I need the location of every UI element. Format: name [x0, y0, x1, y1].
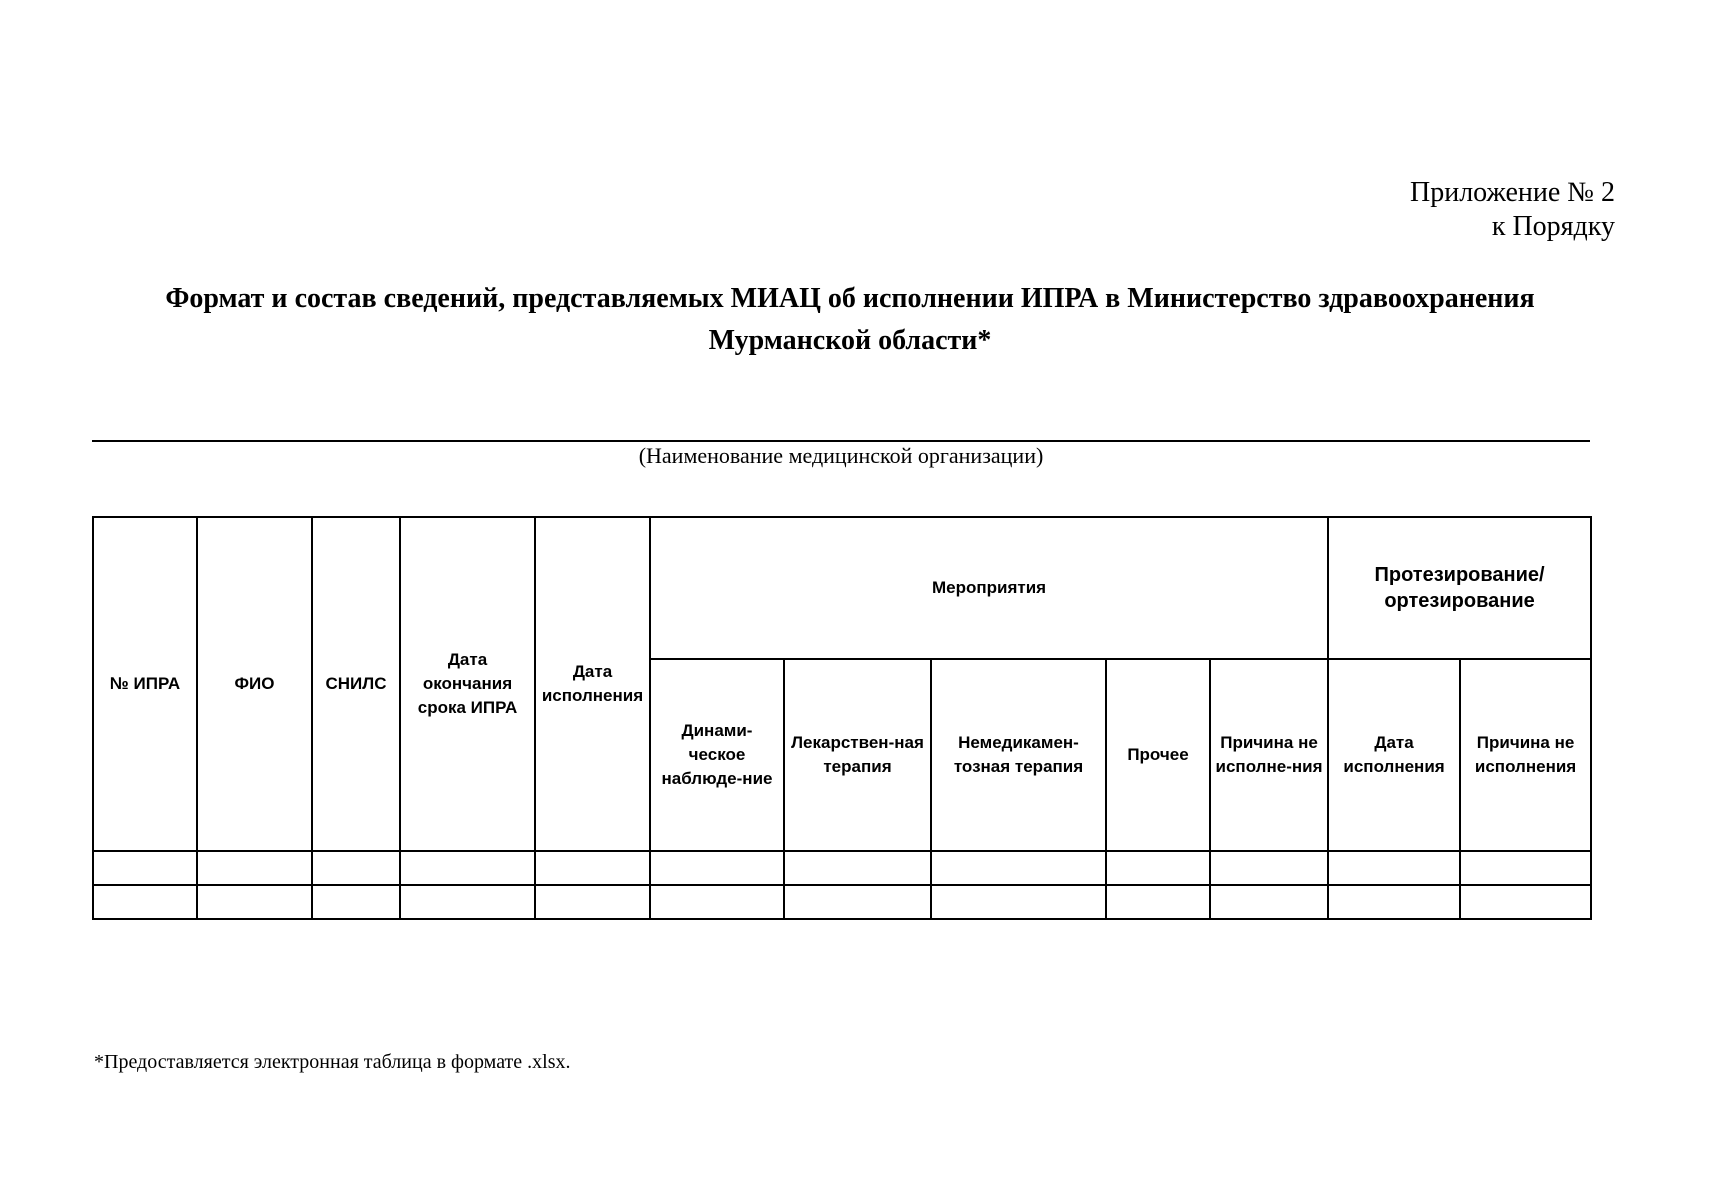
document-title-line-1: Формат и состав сведений, представляемых МИАЦ об исполнении ИПРА в Министерство здравоохранения	[165, 283, 1535, 314]
table-cell	[535, 851, 650, 885]
table-cell	[93, 885, 197, 919]
table-cell	[312, 851, 400, 885]
header-group-measures: Мероприятия	[650, 517, 1328, 659]
table-cell	[1328, 885, 1460, 919]
appendix-number: Приложение № 2	[1410, 177, 1615, 208]
report-table	[92, 516, 1592, 920]
footnote: *Предоставляется электронная таблица в формате .xlsx.	[94, 1051, 571, 1073]
table-cell	[1460, 851, 1591, 885]
header-dynamic-observation: Динами-ческое наблюде-ние	[650, 659, 784, 851]
table-cell	[1210, 885, 1328, 919]
table-cell	[1106, 851, 1210, 885]
table-cell	[1210, 851, 1328, 885]
table-cell	[197, 885, 312, 919]
header-non-drug-therapy: Немедикамен-тозная терапия	[931, 659, 1106, 851]
document-title	[100, 278, 1600, 362]
header-drug-therapy: Лекарствен-ная терапия	[784, 659, 931, 851]
table-row	[93, 885, 1591, 919]
table-cell	[1328, 851, 1460, 885]
header-measures-non-execution-reason: Причина не исполне-ния	[1210, 659, 1328, 851]
table-cell	[650, 851, 784, 885]
header-prosthetics-execution-date: Дата исполнения	[1328, 659, 1460, 851]
table-cell	[784, 885, 931, 919]
header-other: Прочее	[1106, 659, 1210, 851]
table-cell	[535, 885, 650, 919]
table-cell	[1460, 885, 1591, 919]
document-title-line-2: Мурманской области*	[708, 325, 992, 356]
table-row	[93, 851, 1591, 885]
table-cell	[931, 851, 1106, 885]
appendix-label	[1410, 176, 1615, 244]
table-cell	[400, 851, 535, 885]
appendix-reference: к Порядку	[1491, 211, 1615, 242]
header-ipra-end-date: Дата окончания срока ИПРА	[400, 517, 535, 851]
table-cell	[931, 885, 1106, 919]
header-execution-date: Дата исполнения	[535, 517, 650, 851]
header-full-name: ФИО	[197, 517, 312, 851]
table-cell	[784, 851, 931, 885]
table-cell	[312, 885, 400, 919]
organization-name-caption: (Наименование медицинской организации)	[638, 443, 1044, 468]
table-cell	[650, 885, 784, 919]
table-cell	[400, 885, 535, 919]
header-group-prosthetics: Протезирование/ ортезирование	[1328, 517, 1591, 659]
header-prosthetics-non-execution-reason: Причина не исполнения	[1460, 659, 1591, 851]
table-cell	[197, 851, 312, 885]
table-cell	[1106, 885, 1210, 919]
table-cell	[93, 851, 197, 885]
header-snils: СНИЛС	[312, 517, 400, 851]
header-ipra-number: № ИПРА	[93, 517, 197, 851]
